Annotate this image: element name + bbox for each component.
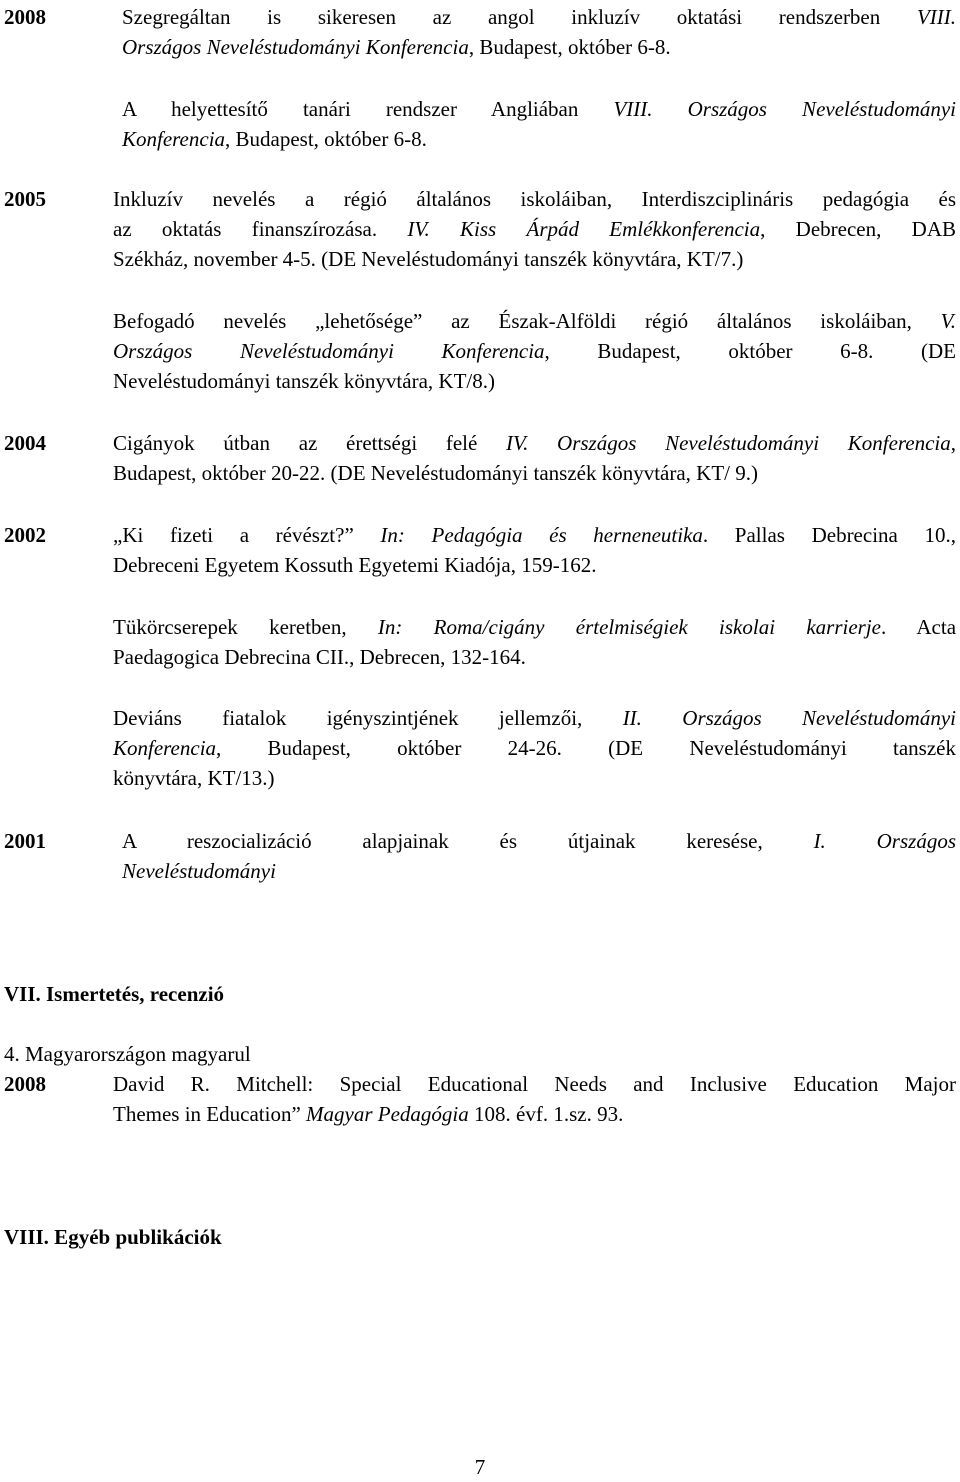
section-heading-viii: VIII. Egyéb publikációk	[4, 1225, 222, 1249]
year-2008-review: 2008	[4, 1072, 46, 1096]
entry-italic: Konferencia	[122, 127, 226, 151]
entry-2008a-line2	[122, 32, 671, 62]
entry-2001-line1	[122, 826, 956, 856]
section-subheading: 4. Magyarországon magyarul	[4, 1042, 251, 1066]
entry-text: , Budapest, október 6-8. (DE	[544, 339, 956, 363]
entry-2004-line1	[113, 428, 956, 458]
entry-2005a-line2	[113, 214, 956, 244]
entry-text: , Budapest, október 6-8.	[225, 127, 427, 151]
entry-text: Budapest, október 20-22. (DE Neveléstudományi tanszék könyvtára, KT/ 9.)	[113, 461, 759, 485]
entry-2005a-line3	[113, 244, 743, 274]
entry-text: ,	[950, 431, 957, 455]
entry-text: Paedagogica Debrecina CII., Debrecen, 132-164.	[113, 645, 526, 669]
entry-2002c-line1	[113, 703, 956, 733]
year-2004: 2004	[4, 431, 46, 455]
entry-italic: Országos Neveléstudományi Konferencia	[113, 339, 545, 363]
entry-text: A helyettesítő tanári rendszer Angliában	[122, 97, 579, 121]
year-2002: 2002	[4, 523, 46, 547]
entry-text: Inkluzív nevelés a régió általános iskoláiban, Interdiszciplináris pedagógia és	[113, 187, 956, 211]
entry-2008a-line1	[122, 2, 956, 32]
entry-2002a-line2	[113, 550, 596, 580]
entry-italic: IV. Kiss Árpád Emlékkonferencia	[407, 217, 761, 241]
entry-italic: II. Országos Neveléstudományi	[622, 706, 957, 730]
entry-text: Debreceni Egyetem Kossuth Egyetemi Kiadója, 159-162.	[113, 553, 597, 577]
entry-2005b-line2	[113, 336, 956, 366]
entry-text: Szegregáltan is sikeresen az angol inkluzív oktatási rendszerben	[122, 5, 881, 29]
entry-text: Deviáns fiatalok igényszintjének jellemzői,	[113, 706, 583, 730]
entry-italic: Magyar Pedagógia	[306, 1102, 469, 1126]
entry-italic: I. Országos	[813, 829, 956, 853]
year-2001: 2001	[4, 829, 46, 853]
entry-italic: Országos Neveléstudományi Konferencia	[122, 35, 469, 59]
entry-2002c-line2	[113, 733, 956, 763]
entry-text: , Budapest, október 6-8.	[468, 35, 671, 59]
entry-text: az oktatás finanszírozása.	[113, 217, 378, 241]
entry-text: , Debrecen, DAB	[760, 217, 956, 241]
entry-text: A reszocializáció alapjainak és útjainak keresése,	[122, 829, 763, 853]
entry-2008b-line2	[122, 124, 427, 154]
entry-italic: Konferencia	[113, 736, 217, 760]
year-2008: 2008	[4, 5, 46, 29]
entry-text: . Acta	[880, 615, 957, 639]
entry-text: „Ki fizeti a révészt?”	[113, 523, 354, 547]
entry-text: Befogadó nevelés „lehetősége” az Észak-Alföldi régió általános iskoláiban,	[113, 309, 912, 333]
entry-text: Tükörcserepek keretben,	[113, 615, 347, 639]
entry-text: Neveléstudományi tanszék könyvtára, KT/8.)	[113, 369, 495, 393]
entry-2005b-line3	[113, 366, 495, 396]
entry-italic: VIII.	[916, 5, 957, 29]
entry-text: David R. Mitchell: Special Educational Needs and Inclusive Education Major	[113, 1072, 956, 1096]
entry-text: Székház, november 4-5. (DE Neveléstudományi tanszék könyvtára, KT/7.)	[113, 247, 744, 271]
section-heading-vii: VII. Ismertetés, recenzió	[4, 982, 225, 1006]
entry-2002b-line1	[113, 612, 956, 642]
entry-italic: Neveléstudományi	[122, 859, 276, 883]
entry-2002c-line3	[113, 763, 275, 793]
entry-text: , Budapest, október 24-26. (DE Neveléstudományi tanszék	[216, 736, 956, 760]
entry-2005b-line1	[113, 306, 956, 336]
review-line2	[113, 1099, 623, 1129]
entry-italic: In: Pedagógia és herneneutika	[380, 523, 703, 547]
entry-text: 108. évf. 1.sz. 93.	[474, 1102, 624, 1126]
entry-2008b-line1	[122, 94, 956, 124]
entry-2004-line2	[113, 458, 758, 488]
entry-2002b-line2	[113, 642, 526, 672]
entry-text: . Pallas Debrecina 10.,	[702, 523, 956, 547]
entry-italic: In: Roma/cigány értelmiségiek iskolai karrierje	[377, 615, 881, 639]
entry-italic: V.	[940, 309, 957, 333]
review-line1	[113, 1069, 956, 1099]
entry-italic: VIII. Országos Neveléstudományi	[613, 97, 957, 121]
entry-2005a-line1	[113, 184, 956, 214]
entry-text: Cigányok útban az érettségi felé	[113, 431, 478, 455]
entry-text: könyvtára, KT/13.)	[113, 766, 275, 790]
entry-2002a-line1	[113, 520, 956, 550]
entry-2001-line2	[122, 856, 276, 886]
year-2005: 2005	[4, 187, 46, 211]
page-number: 7	[474, 1455, 486, 1479]
entry-italic: IV. Országos Neveléstudományi Konferencia	[506, 431, 951, 455]
entry-text: Themes in Education”	[113, 1102, 301, 1126]
